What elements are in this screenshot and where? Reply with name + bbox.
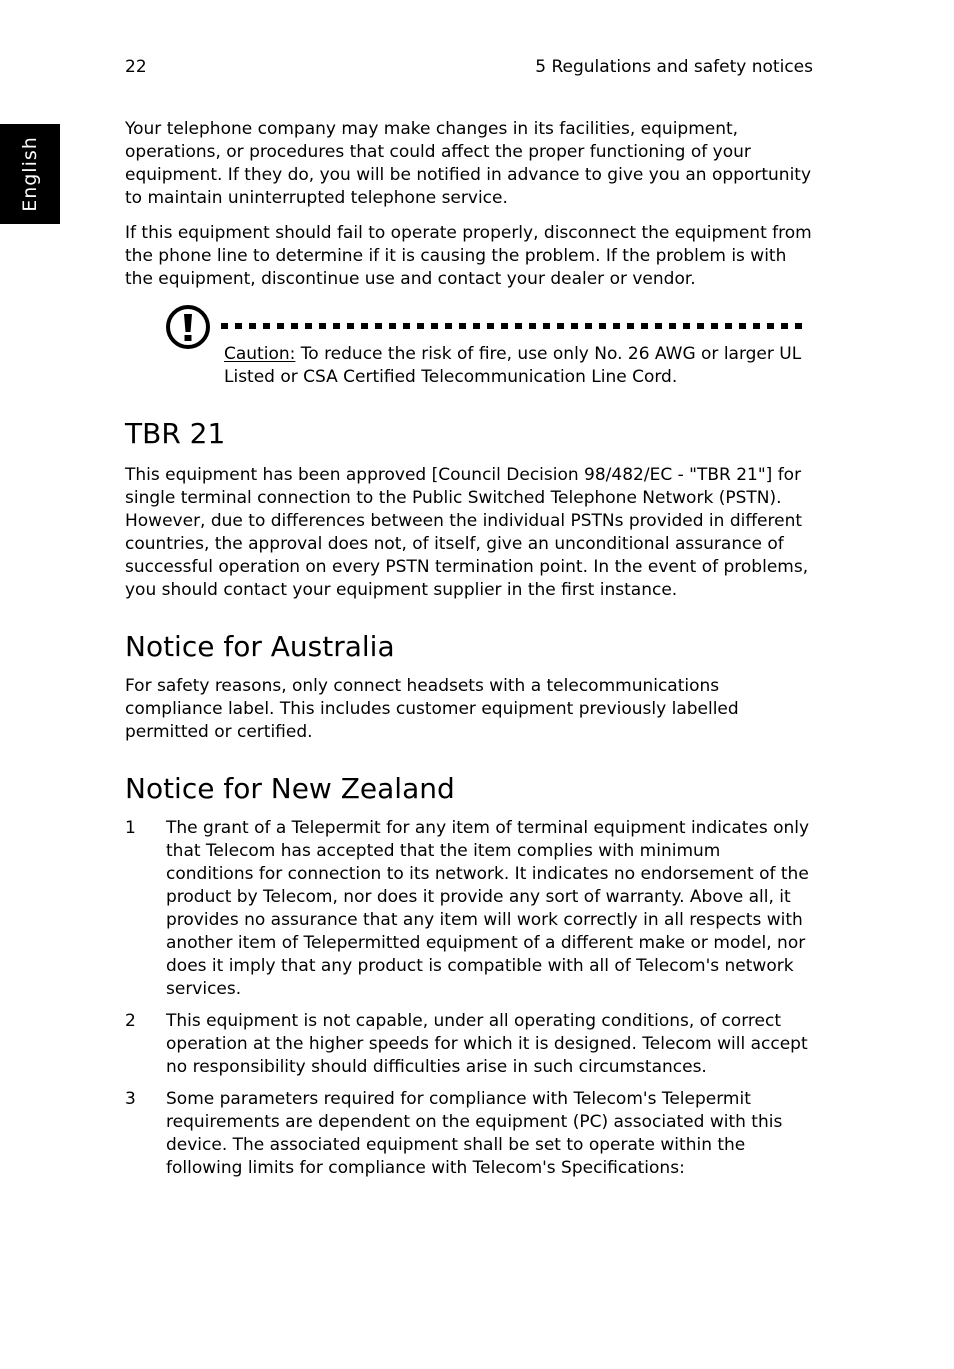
list-item — [125, 1010, 813, 1079]
caution-text — [224, 343, 813, 389]
language-tab-label: English — [19, 136, 41, 212]
caution-dotted-rule — [221, 322, 807, 330]
australia-body: For safety reasons, only connect headsets with a telecommunications compliance label. This includes customer equipment previously labelled permitted or certified. — [125, 676, 739, 742]
list-item-number: 3 — [125, 1089, 136, 1109]
chapter-title: 5 Regulations and safety notices — [535, 57, 813, 77]
list-item — [125, 1088, 813, 1180]
caution-body: To reduce the risk of fire, use only No. 26 AWG or larger UL Listed or CSA Certified Telecommunication Line Cord. — [224, 344, 802, 387]
list-item-text: This equipment is not capable, under all operating conditions, of correct operation at the higher speeds for which it is designed. Telecom will accept no responsibility should difficulties arise in such circumstances. — [166, 1011, 808, 1077]
caution-label: Caution: — [224, 344, 296, 364]
intro-paragraph-1: Your telephone company may make changes in its facilities, equipment, operations, or procedures that could affect the proper functioning of your equipment. If they do, you will be notified in advance to give you an opportunity to maintain uninterrupted telephone service. — [125, 119, 812, 208]
caution-note — [125, 304, 813, 410]
page-content — [125, 118, 813, 1189]
australia-heading: Notice for Australia — [125, 630, 395, 663]
language-tab — [0, 124, 60, 224]
intro-paragraph-2: If this equipment should fail to operate properly, disconnect the equipment from the phone line to determine if it is causing the problem. If the problem is with the equipment, discontinue use and contact your dealer or vendor. — [125, 223, 812, 289]
page-header — [125, 57, 813, 81]
list-item-number: 2 — [125, 1011, 136, 1031]
page-number: 22 — [125, 57, 147, 77]
list-item-number: 1 — [125, 818, 136, 838]
list-item-text: The grant of a Telepermit for any item of terminal equipment indicates only that Telecom has accepted that the item complies with minimum conditions for connection to its network. It indicates no endorsement of the product by Telecom, nor does it provide any sort of warranty. Above all, it provides no assurance that any item will work correctly in all respects with another item of Telepermitted equipment of a different make or model, nor does it imply that any product is compatible with all of Telecom's network services. — [166, 818, 810, 999]
list-item — [125, 817, 813, 1001]
tbr21-heading: TBR 21 — [125, 417, 226, 450]
new-zealand-list — [125, 817, 813, 1180]
exclamation-circle-icon — [165, 304, 211, 350]
new-zealand-heading: Notice for New Zealand — [125, 772, 455, 805]
tbr21-body: This equipment has been approved [Council Decision 98/482/EC - "TBR 21"] for single terminal connection to the Public Switched Telephone Network (PSTN). However, due to differences between the individual PSTNs provided in different countries, the approval does not, of itself, give an unconditional assurance of successful operation on every PSTN termination point. In the event of problems, you should contact your equipment supplier in the first instance. — [125, 465, 809, 600]
list-item-text: Some parameters required for compliance with Telecom's Telepermit requirements are dependent on the equipment (PC) associated with this device. The associated equipment shall be set to operate within the following limits for compliance with Telecom's Specifications: — [166, 1089, 783, 1178]
